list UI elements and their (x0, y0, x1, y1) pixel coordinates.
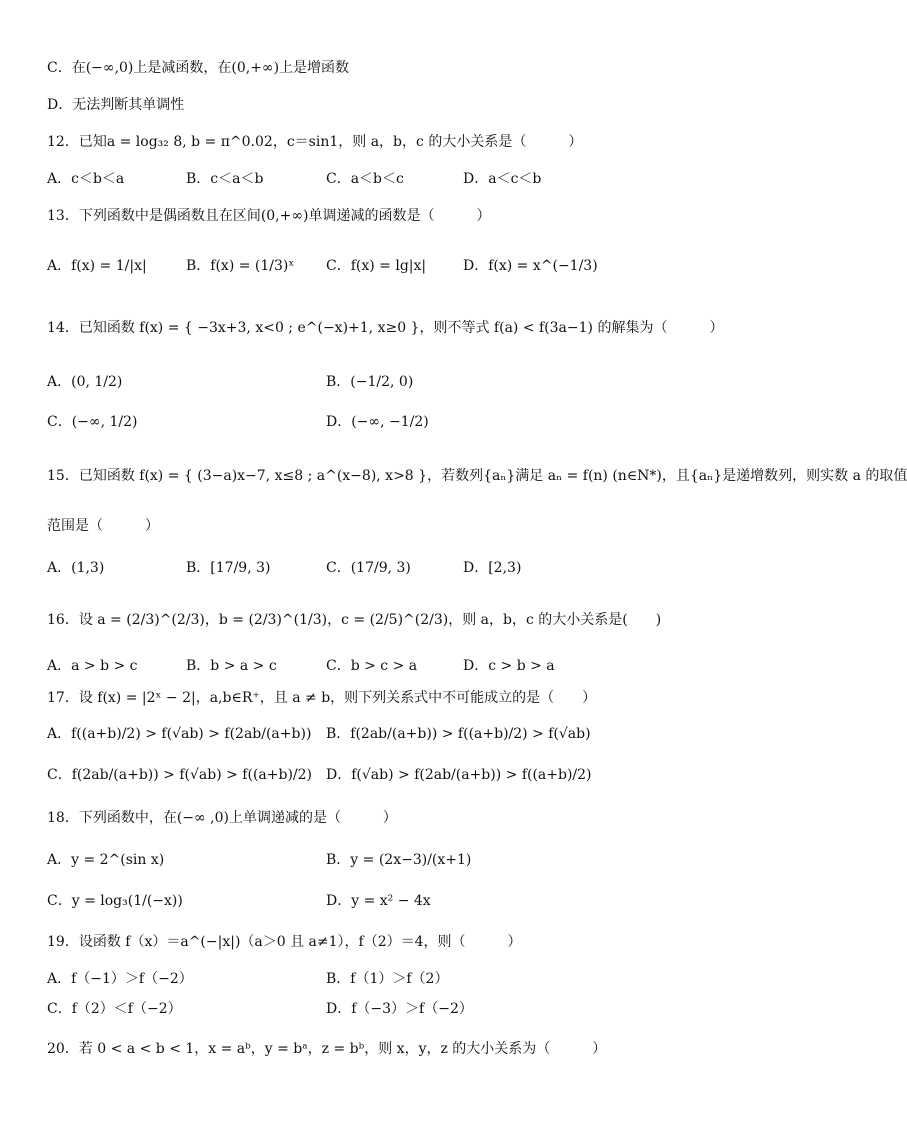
question-line: 12．已知a = log₃₂ 8, b = π^0.02，c＝sin1，则 a，b，c 的大小关系是（ ） (47, 134, 583, 150)
question-line: D．无法判断其单调性 (47, 97, 185, 113)
answer-option: B．y = (2x−3)/(x+1) (326, 852, 472, 868)
answer-option: C．b > c > a (326, 658, 418, 674)
answer-option: A．a > b > c (47, 658, 138, 674)
question-line: 14．已知函数 f(x) = { −3x+3, x<0 ; e^(−x)+1, x≥0 }，则不等式 f(a) < f(3a−1) 的解集为（ ） (47, 320, 724, 336)
answer-option: A．(0, 1/2) (47, 374, 123, 390)
answer-option: B．(−1/2, 0) (326, 374, 414, 390)
question-line: 17．设 f(x) = |2ˣ − 2|，a,b∈R⁺，且 a ≠ b，则下列关系式中不可能成立的是（ ） (47, 690, 597, 706)
answer-option: C．(−∞, 1/2) (47, 414, 138, 430)
answer-option: A．f(x) = 1/|x| (47, 258, 147, 274)
answer-option: D．y = x² − 4x (326, 893, 431, 909)
answer-option: C．f(x) = lg|x| (326, 258, 427, 274)
answer-option: A．f((a+b)/2) > f(√ab) > f(2ab/(a+b)) (47, 726, 312, 742)
question-line: 18．下列函数中，在(−∞ ,0)上单调递减的是（ ） (47, 810, 397, 826)
answer-option: C．a＜b＜c (326, 171, 404, 187)
question-line: 19．设函数 f（x）＝a^(−|x|)（a＞0 且 a≠1），f（2）＝4，则（ ） (47, 934, 522, 950)
answer-option: A．f（−1）＞f（−2） (47, 971, 193, 987)
answer-option: D．c > b > a (463, 658, 555, 674)
question-line: 16．设 a = (2/3)^(2/3)，b = (2/3)^(1/3)，c = (2/5)^(2/3)，则 a，b，c 的大小关系是( ) (47, 612, 662, 628)
question-line: 15．已知函数 f(x) = { (3−a)x−7, x≤8 ; a^(x−8), x>8 }，若数列{aₙ}满足 aₙ = f(n) (n∈N*)，且{aₙ}是递增数列，则实数 a 的取值 (47, 468, 907, 484)
answer-option: D．f（−3）＞f（−2） (326, 1001, 473, 1017)
answer-option: D．a＜c＜b (463, 171, 542, 187)
answer-option: C．f(2ab/(a+b)) > f(√ab) > f((a+b)/2) (47, 767, 313, 783)
answer-option: A．y = 2^(sin x) (47, 852, 165, 868)
answer-option: B．f(2ab/(a+b)) > f((a+b)/2) > f(√ab) (326, 726, 591, 742)
answer-option: B．f(x) = (1/3)ˣ (186, 258, 295, 274)
question-line: 范围是（ ） (47, 518, 159, 534)
answer-option: D．(−∞, −1/2) (326, 414, 429, 430)
question-line: 13．下列函数中是偶函数且在区间(0,+∞)单调递减的函数是（ ） (47, 208, 491, 224)
answer-option: B．f（1）＞f（2） (326, 971, 449, 987)
answer-option: C．(17/9, 3) (326, 560, 411, 576)
answer-option: D．[2,3) (463, 560, 522, 576)
answer-option: B．b > a > c (186, 658, 277, 674)
answer-option: B．[17/9, 3) (186, 560, 271, 576)
question-line: C．在(−∞,0)上是减函数，在(0,+∞)上是增函数 (47, 60, 350, 76)
answer-option: A．c＜b＜a (47, 171, 125, 187)
answer-option: D．f(x) = x^(−1/3) (463, 258, 598, 274)
answer-option: D．f(√ab) > f(2ab/(a+b)) > f((a+b)/2) (326, 767, 592, 783)
answer-option: C．y = log₃(1/(−x)) (47, 893, 183, 909)
answer-option: C．f（2）＜f（−2） (47, 1001, 182, 1017)
answer-option: A．(1,3) (47, 560, 105, 576)
answer-option: B．c＜a＜b (186, 171, 264, 187)
question-line: 20．若 0 < a < b < 1，x = aᵇ，y = bᵃ，z = bᵇ，则 x，y，z 的大小关系为（ ） (47, 1041, 607, 1057)
